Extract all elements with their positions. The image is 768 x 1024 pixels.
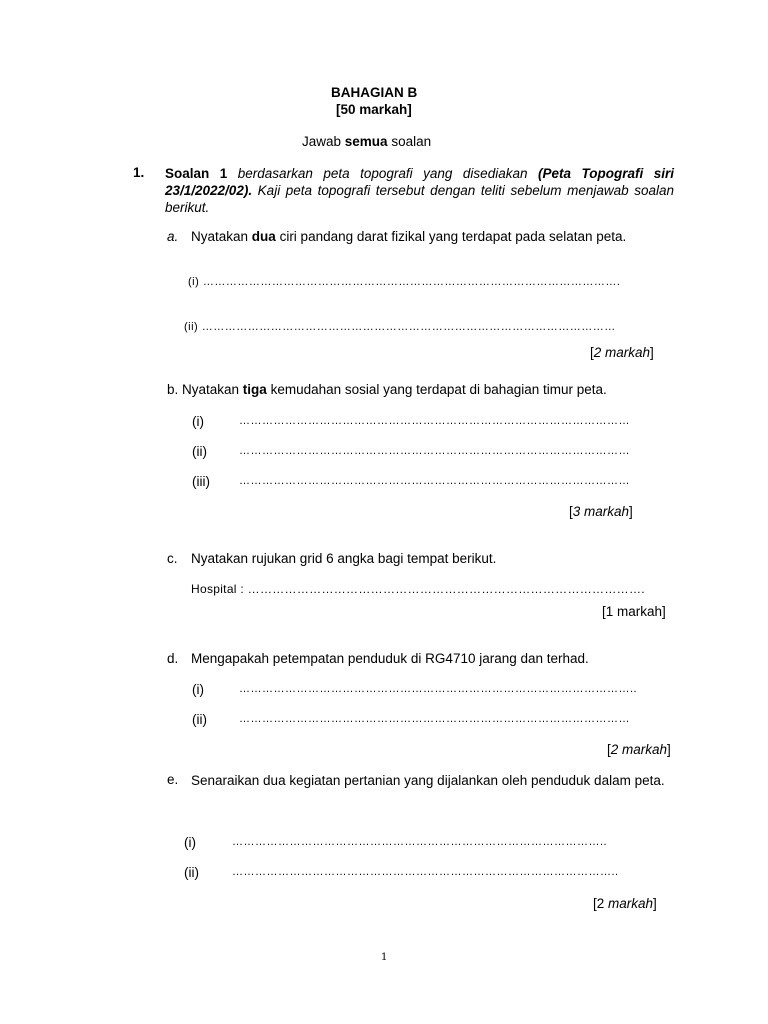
part-c-question: Nyatakan rujukan grid 6 angka bagi tempat berikut. — [191, 551, 497, 566]
part-a-question: Nyatakan dua ciri pandang darat fizikal yang terdapat pada selatan peta. — [191, 229, 627, 244]
question-number: 1. — [133, 165, 145, 180]
part-d-num-ii: (ii) — [192, 712, 207, 727]
answer-line-b-iii: ………………………………………………………………………………………… — [239, 475, 630, 487]
part-b-num-i: (i) — [192, 414, 204, 429]
part-b-num-ii: (ii) — [192, 444, 207, 459]
page-number: 1 — [381, 952, 388, 963]
part-e-num-i: (i) — [184, 835, 196, 850]
answer-line-b-i: ………………………………………………………………………………………… — [239, 415, 630, 427]
answer-line-e-ii: ……………………………………………………………………………………….. — [232, 866, 619, 878]
answer-line-a-ii: (ii) ……………………………………………………………………………………………… — [184, 321, 616, 333]
part-a-marks: [2 markah] — [590, 345, 654, 360]
section-marks: [50 markah] — [336, 102, 412, 117]
part-e-marks: [2 markah] — [593, 896, 657, 911]
part-c-marks: [1 markah] — [602, 604, 666, 619]
part-a-label: a. — [167, 229, 179, 244]
hospital-answer-line: Hospital : ……………………………………………………………………………………. — [191, 582, 645, 596]
section-title: BAHAGIAN B — [331, 85, 418, 100]
answer-line-b-ii: ………………………………………………………………………………………… — [239, 445, 630, 457]
part-b-question: b. Nyatakan tiga kemudahan sosial yang terdapat di bahagian timur peta. — [167, 382, 607, 397]
answer-line-d-ii: ………………………………………………………………………………………… — [239, 713, 630, 725]
part-d-num-i: (i) — [192, 682, 204, 697]
part-d-marks: [2 markah] — [607, 742, 671, 757]
part-b-marks: [3 markah] — [569, 504, 633, 519]
part-e-num-ii: (ii) — [184, 865, 199, 880]
part-c-label: c. — [167, 551, 178, 566]
part-e-label: e. — [167, 772, 179, 787]
question-intro: Soalan 1 berdasarkan peta topografi yang disediakan (Peta Topografi siri 23/1/2022/02). Kaji peta topografi tersebut dengan teliti sebelum menjawab soalan berikut. — [165, 166, 675, 215]
answer-line-d-i: ………………………………………………………………………………………….. — [239, 683, 638, 695]
part-b-num-iii: (iii) — [192, 474, 210, 489]
instruction: Jawab semua soalan — [302, 134, 432, 149]
answer-line-e-i: …………………………………………………………………………………….. — [232, 836, 608, 848]
part-d-label: d. — [167, 651, 179, 666]
part-e-question: Senaraikan dua kegiatan pertanian yang dijalankan oleh penduduk dalam peta. — [191, 773, 665, 788]
answer-line-a-i: (i) ………………………………………………………………………………………………. — [188, 276, 621, 288]
part-d-question: Mengapakah petempatan penduduk di RG4710 jarang dan terhad. — [191, 651, 589, 666]
